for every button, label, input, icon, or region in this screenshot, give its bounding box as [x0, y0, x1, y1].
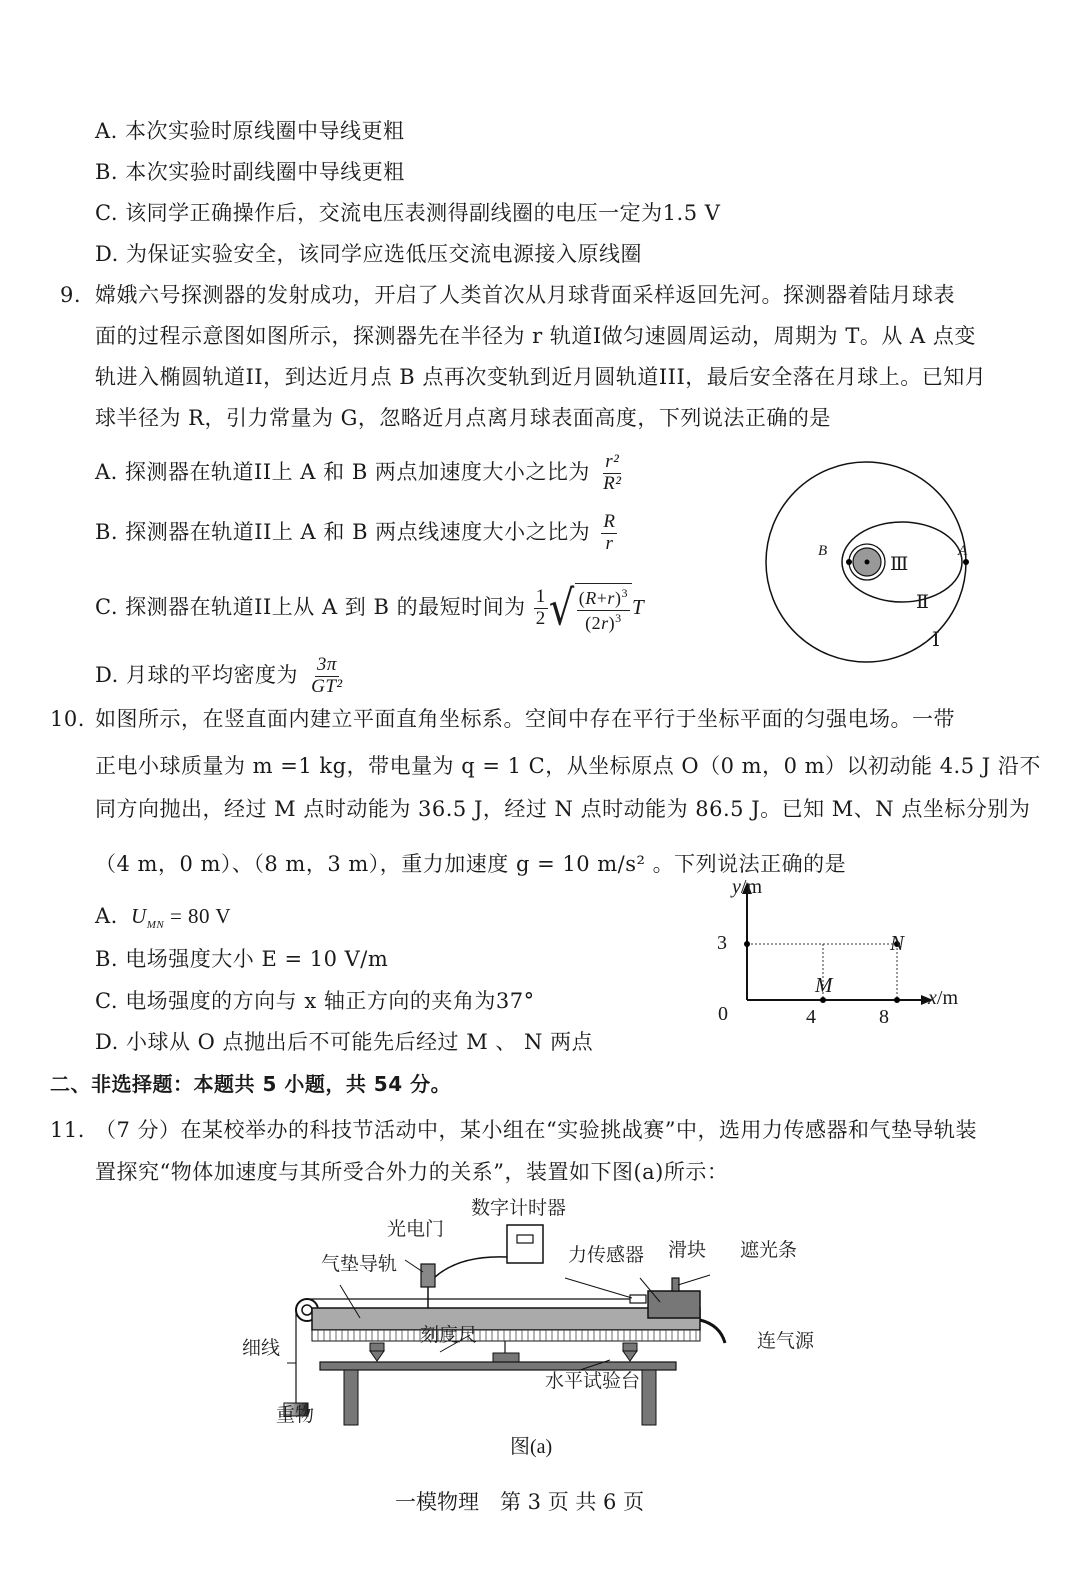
option-text: 电场强度的方向与 x 轴正方向的夹角为37°: [125, 989, 535, 1013]
q8-option-a: [95, 117, 405, 145]
label-shade-strip: 遮光条: [740, 1239, 798, 1261]
q10-option-a: A. $U_{MN} = 80$ V: [95, 904, 232, 932]
force-sensor: [630, 1295, 646, 1303]
denominator: R²: [603, 472, 622, 494]
option-label: C.: [95, 201, 118, 225]
label-b: B: [818, 543, 828, 559]
q11-stem-line-2: 置探究“物体加速度与其所受合外力的关系”，装置如下图(a)所示：: [95, 1160, 729, 1184]
label-weight: 重物: [276, 1404, 315, 1426]
digital-timer: [507, 1225, 543, 1263]
q8-option-c: [95, 199, 720, 227]
q10-option-c: [95, 987, 535, 1015]
formula-fraction: [601, 452, 623, 495]
option-text: 本次实验时原线圈中导线更粗: [125, 119, 405, 143]
orbit-diagram: [740, 440, 980, 670]
q10-stem-line-1: 如图所示，在竖直面内建立平面直角坐标系。空间中存在平行于坐标平面的匀强电场。一带: [95, 707, 955, 731]
label-orbit-iii: Ⅲ: [890, 554, 909, 575]
y-tick-3: 3: [717, 932, 727, 954]
formula-fraction: [309, 655, 344, 698]
q9-option-d: [95, 655, 349, 698]
option-text: 该同学正确操作后，交流电压表测得副线圈的电压一定为1.5 V: [125, 201, 721, 225]
q9-number: 9.: [60, 283, 82, 307]
option-text: 探测器在轨道II上从 A 到 B 的最短时间为: [125, 595, 526, 620]
numerator: R: [603, 511, 616, 532]
option-label: A.: [95, 119, 118, 143]
q9-stem-line-4: 球半径为 R，引力常量为 G，忽略近月点离月球表面高度，下列说法正确的是: [95, 406, 831, 430]
q10-option-d: [95, 1028, 593, 1056]
x-tick-8: 8: [879, 1006, 889, 1028]
label-air-track: 气垫导轨: [321, 1253, 398, 1275]
label-scale: 刻度尺: [420, 1324, 478, 1346]
page-footer: 一模物理 第 3 页 共 6 页: [395, 1490, 645, 1514]
q9-option-a: [95, 452, 627, 495]
slider: [648, 1291, 700, 1318]
numerator: r²: [605, 451, 620, 472]
q10-option-b: [95, 945, 388, 973]
q10-number: 10.: [50, 707, 85, 731]
section-2-heading: 二、非选择题：本题共 5 小题，共 54 分。: [50, 1072, 452, 1096]
label-a: A: [958, 543, 968, 559]
formula-sqrt: √ $(R+r)^3$ $(2r)^3$: [549, 583, 632, 634]
option-label: D.: [95, 242, 119, 266]
q10-stem-line-4: （4 m，0 m）、（8 m，3 m），重力加速度 g = 10 m/s² 。下列说法正确的是: [95, 852, 847, 876]
label-test-table: 水平试验台: [545, 1370, 641, 1392]
option-text: 小球从 O 点抛出后不可能先后经过 M 、 N 两点: [125, 1030, 594, 1054]
figure-caption: 图(a): [510, 1436, 553, 1458]
label-digital-timer: 数字计时器: [471, 1197, 567, 1219]
option-label: D.: [95, 1030, 119, 1054]
q8-option-b: [95, 158, 405, 186]
numerator: 3π: [316, 654, 337, 675]
point-m-label: M: [815, 973, 833, 997]
option-label: C.: [95, 595, 118, 620]
label-slider: 滑块: [668, 1239, 707, 1261]
q9-stem-line-1: 嫦娥六号探测器的发射成功，开启了人类首次从月球背面采样返回先河。探测器着陆月球表: [95, 283, 955, 307]
photogate: [421, 1264, 435, 1287]
option-text: 探测器在轨道II上 A 和 B 两点加速度大小之比为: [125, 459, 590, 484]
q10-stem-line-2: 正电小球质量为 m =1 kg，带电量为 q = 1 C，从坐标原点 O（0 m，0 m）以初动能 4.5 J 沿不: [95, 754, 1041, 778]
option-label: A.: [95, 904, 118, 928]
label-air-source: 连气源: [757, 1330, 815, 1352]
denominator: GT²: [311, 675, 343, 697]
label-force-sensor: 力传感器: [568, 1244, 645, 1266]
denominator: r: [605, 532, 614, 554]
q8-option-d: [95, 240, 642, 268]
q9-option-c: C. 探测器在轨道II上从 A 到 B 的最短时间为 $\frac{1}{2}$ √ $(R+r)^3$ $(2r)^3$ T: [95, 580, 645, 637]
formula-half: $\frac{1}{2}$: [535, 586, 546, 630]
option-label: B.: [95, 160, 119, 184]
air-track: [312, 1308, 700, 1330]
q9-option-b: [95, 512, 621, 555]
option-label: D.: [95, 662, 119, 687]
label-orbit-i: Ⅰ: [932, 629, 940, 651]
x-tick-4: 4: [806, 1006, 816, 1028]
q9-stem-line-2: 面的过程示意图如图所示，探测器先在半径为 r 轨道I做匀速圆周运动，周期为 T。从 A 点变: [95, 324, 976, 348]
q11-number: 11.: [50, 1118, 85, 1142]
q11-stem-line-1: （7 分）在某校举办的科技节活动中，某小组在“实验挑战赛”中，选用力传感器和气垫导轨装: [95, 1118, 978, 1142]
option-label: B.: [95, 947, 119, 971]
q9-stem-line-3: 轨进入椭圆轨道II，到达近月点 B 点再次变轨到近月圆轨道III，最后安全落在月球上。已知月: [95, 365, 987, 389]
x-axis-label: x/m: [928, 987, 959, 1009]
y-axis-label: y/m: [732, 876, 763, 898]
option-label: B.: [95, 519, 119, 544]
option-text: 探测器在轨道II上 A 和 B 两点线速度大小之比为: [125, 519, 591, 544]
air-track-apparatus: [230, 1185, 830, 1435]
label-orbit-ii: Ⅱ: [916, 592, 929, 613]
label-photogate: 光电门: [387, 1218, 445, 1240]
origin-label: 0: [718, 1003, 728, 1025]
option-text: 月球的平均密度为: [125, 662, 298, 687]
label-thread: 细线: [242, 1337, 281, 1359]
option-label: A.: [95, 459, 118, 484]
point-b: [846, 559, 852, 565]
option-label: C.: [95, 989, 118, 1013]
option-text: 本次实验时副线圈中导线更粗: [125, 160, 405, 184]
option-text: 电场强度大小 E = 10 V/m: [125, 947, 389, 971]
formula-fraction: [601, 512, 617, 555]
option-text: 为保证实验安全，该同学应选低压交流电源接入原线圈: [125, 242, 642, 266]
point-n-label: N: [890, 931, 905, 955]
q10-stem-line-3: 同方向抛出，经过 M 点时动能为 36.5 J，经过 N 点时动能为 86.5 J。已知 M、N 点坐标分别为: [95, 797, 1031, 821]
